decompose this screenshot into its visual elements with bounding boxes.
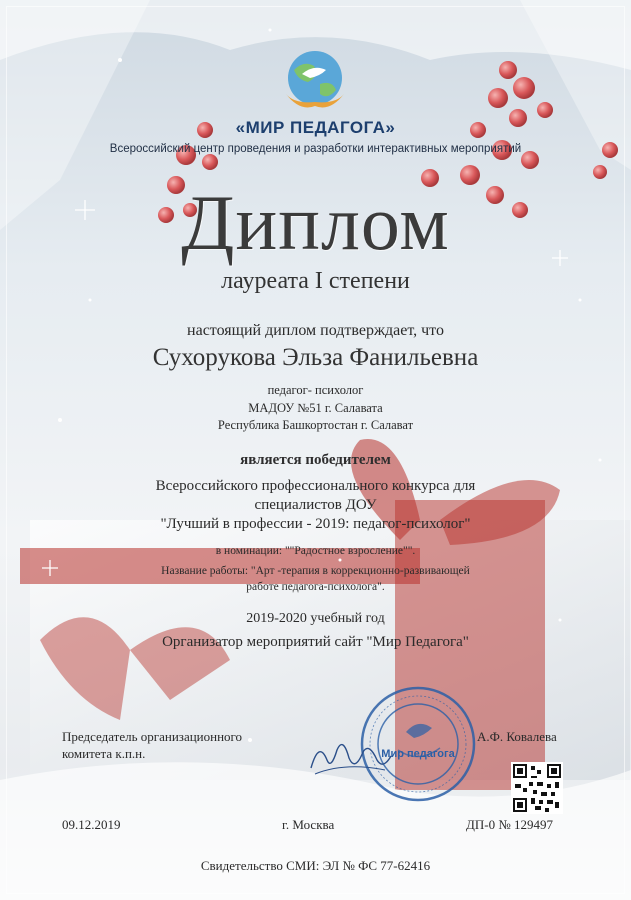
diploma-degree: лауреата I степени xyxy=(221,268,410,294)
recipient-region: Республика Башкортостан г. Салават xyxy=(217,418,414,432)
nomination-text: в номинации: ""Радостное взросление"". xyxy=(215,545,416,557)
contest-line-1: Всероссийского профессионального конкурса для xyxy=(155,478,476,494)
globe-hands-logo-icon xyxy=(280,46,350,116)
winner-text: является победителем xyxy=(240,452,391,468)
issue-date: 09.12.2019 xyxy=(62,817,121,832)
stamp-center-text: Мир педагога xyxy=(381,748,455,760)
diploma-title: Диплом xyxy=(181,179,450,266)
confirm-text: настоящий диплом подтверждает, что xyxy=(187,322,444,339)
contest-line-2: специалистов ДОУ xyxy=(254,497,377,513)
qr-code-icon xyxy=(511,762,563,814)
media-certificate: Свидетельство СМИ: ЭЛ № ФС 77-62416 xyxy=(200,858,431,873)
handwritten-signature xyxy=(305,730,395,780)
organizer-text: Организатор мероприятий сайт "Мир Педагога" xyxy=(162,634,469,650)
diploma-number: ДП-0 № 129497 xyxy=(466,817,553,832)
contest-line-3: "Лучший в профессии - 2019: педагог-психолог" xyxy=(160,516,471,532)
work-title-line-2: работе педагога-психолога". xyxy=(246,581,385,593)
chair-title xyxy=(62,728,242,762)
recipient-position: педагог- психолог xyxy=(267,383,364,397)
work-title-line-1: Название работы: "Арт -терапия в коррекционно-развивающей xyxy=(161,565,470,577)
recipient-organization: МАДОУ №51 г. Салавата xyxy=(248,401,383,415)
chair-title-line-2: комитета к.п.н. xyxy=(62,746,146,761)
chair-title-line-1: Председатель организационного xyxy=(62,729,243,744)
issue-city: г. Москва xyxy=(282,817,335,832)
brand-name: «МИР ПЕДАГОГА» xyxy=(235,118,396,137)
academic-year: 2019-2020 учебный год xyxy=(246,611,385,626)
brand-subtitle: Всероссийский центр проведения и разработки интерактивных мероприятий xyxy=(109,143,522,155)
chair-name: А.Ф. Ковалева xyxy=(477,729,557,744)
recipient-name: Сухорукова Эльза Фанильевна xyxy=(152,344,479,371)
